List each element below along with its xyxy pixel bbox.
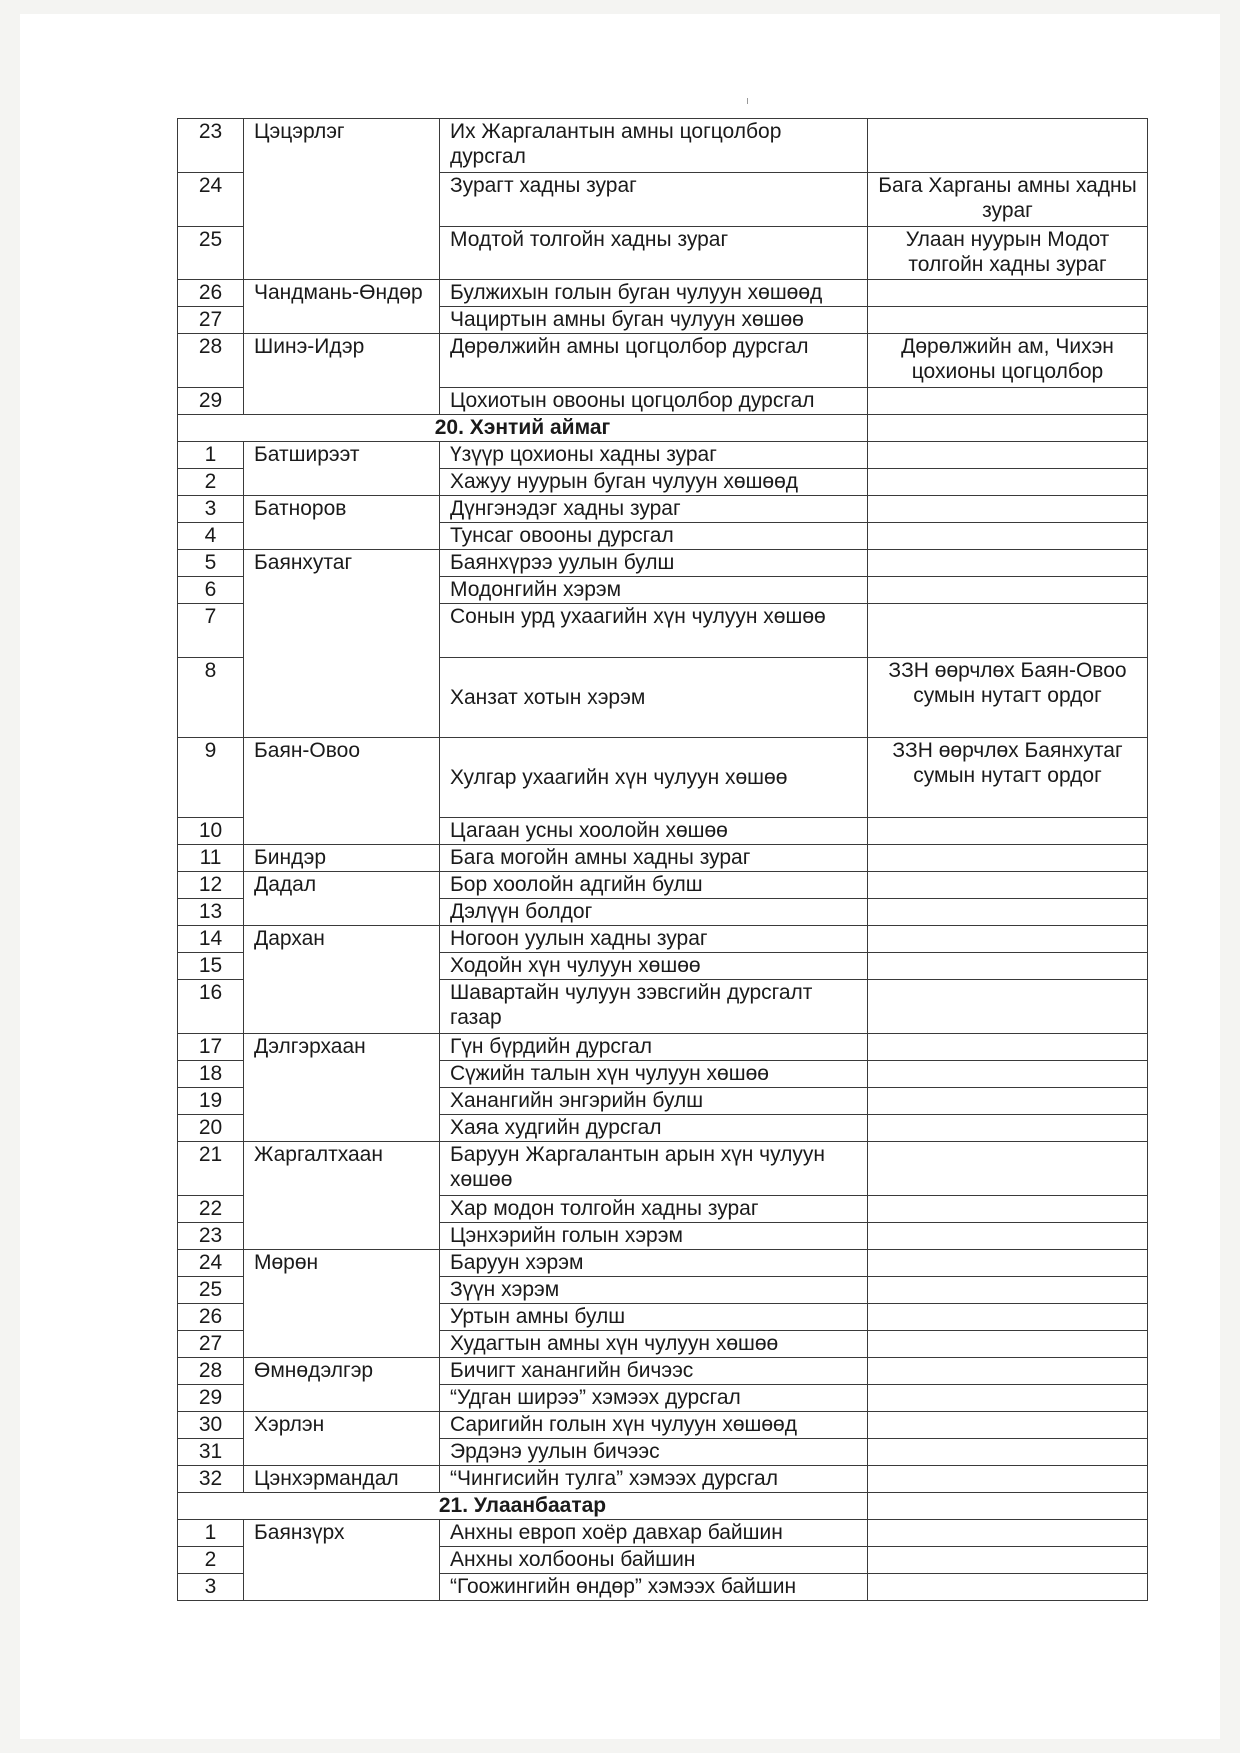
row-number: 2: [178, 469, 244, 496]
note: [868, 1574, 1148, 1601]
note: [868, 845, 1148, 872]
note: [868, 469, 1148, 496]
row-number: 28: [178, 1358, 244, 1385]
monument-name: Саригийн голын хүн чулуун хөшөөд: [440, 1412, 868, 1439]
row-number: 10: [178, 818, 244, 845]
note: [868, 307, 1148, 334]
monument-name: “Удган ширээ” хэмээх дурсгал: [440, 1385, 868, 1412]
sum-name: Баянхутаг: [244, 550, 440, 738]
row-number: 26: [178, 1304, 244, 1331]
note: [868, 953, 1148, 980]
note: [868, 442, 1148, 469]
scan-mark: [747, 98, 748, 104]
monument-name: Ходойн хүн чулуун хөшөө: [440, 953, 868, 980]
note: [868, 1304, 1148, 1331]
row-number: 4: [178, 523, 244, 550]
row-number: 25: [178, 1277, 244, 1304]
row-number: 17: [178, 1034, 244, 1061]
note: [868, 604, 1148, 658]
row-number: 11: [178, 845, 244, 872]
note: [868, 1196, 1148, 1223]
monument-name: Зүүн хэрэм: [440, 1277, 868, 1304]
monument-name: Их Жаргалантын амны цогцолбор дурсгал: [440, 119, 868, 173]
row-number: 8: [178, 658, 244, 738]
sum-name: Баянзүрх: [244, 1520, 440, 1601]
section-header-row: [178, 1493, 1148, 1520]
monument-name: Хулгар ухаагийн хүн чулуун хөшөө: [440, 738, 868, 818]
table-row: [178, 1358, 1148, 1385]
row-number: 24: [178, 1250, 244, 1277]
monument-name: Ханангийн энгэрийн булш: [440, 1088, 868, 1115]
monument-name: Хар модон толгойн хадны зураг: [440, 1196, 868, 1223]
row-number: 7: [178, 604, 244, 658]
row-number: 16: [178, 980, 244, 1034]
monument-name: Гүн бүрдийн дурсгал: [440, 1034, 868, 1061]
monument-name: Чациртын амны буган чулуун хөшөө: [440, 307, 868, 334]
monument-name: Бичигт ханангийн бичээс: [440, 1358, 868, 1385]
monument-name: Модтой толгойн хадны зураг: [440, 227, 868, 280]
monument-name: Сонын урд ухаагийн хүн чулуун хөшөө: [440, 604, 868, 658]
monument-name: Эрдэнэ уулын бичээс: [440, 1439, 868, 1466]
table-row: [178, 845, 1148, 872]
row-number: 2: [178, 1547, 244, 1574]
monument-name: Худагтын амны хүн чулуун хөшөө: [440, 1331, 868, 1358]
note: [868, 980, 1148, 1034]
monument-name: Булжихын голын буган чулуун хөшөөд: [440, 280, 868, 307]
note: [868, 1385, 1148, 1412]
monument-name: Анхны холбооны байшин: [440, 1547, 868, 1574]
monument-name: Бага могойн амны хадны зураг: [440, 845, 868, 872]
sum-name: Жаргалтхаан: [244, 1142, 440, 1250]
row-number: 29: [178, 1385, 244, 1412]
note: [868, 550, 1148, 577]
row-number: 25: [178, 227, 244, 280]
table-row: [178, 872, 1148, 899]
row-number: 23: [178, 119, 244, 173]
row-number: 23: [178, 1223, 244, 1250]
note: [868, 926, 1148, 953]
row-number: 13: [178, 899, 244, 926]
sum-name: Чандмань-Өндөр: [244, 280, 440, 334]
monument-name: Дэлүүн болдог: [440, 899, 868, 926]
sum-name: Өмнөдэлгэр: [244, 1358, 440, 1412]
sum-name: Баян-Овоо: [244, 738, 440, 845]
sum-name: Цэцэрлэг: [244, 119, 440, 280]
row-number: 29: [178, 388, 244, 415]
table-row: [178, 1412, 1148, 1439]
table-row: [178, 119, 1148, 173]
monument-name: Дүнгэнэдэг хадны зураг: [440, 496, 868, 523]
monument-name: Зурагт хадны зураг: [440, 173, 868, 227]
table-row: [178, 926, 1148, 953]
monument-name: Тунсаг овооны дурсгал: [440, 523, 868, 550]
section-title: 20. Хэнтий аймаг: [178, 415, 868, 442]
note: [868, 1493, 1148, 1520]
row-number: 12: [178, 872, 244, 899]
monument-name: Хаяа худгийн дурсгал: [440, 1115, 868, 1142]
row-number: 6: [178, 577, 244, 604]
note: [868, 1142, 1148, 1196]
row-number: 3: [178, 1574, 244, 1601]
row-number: 3: [178, 496, 244, 523]
note: [868, 1520, 1148, 1547]
row-number: 28: [178, 334, 244, 388]
table-row: [178, 442, 1148, 469]
note: ЗЗН өөрчлөх Баян-Овоо сумын нутагт ордог: [868, 658, 1148, 738]
row-number: 18: [178, 1061, 244, 1088]
note: [868, 496, 1148, 523]
row-number: 20: [178, 1115, 244, 1142]
sum-name: Батширээт: [244, 442, 440, 496]
row-number: 30: [178, 1412, 244, 1439]
monument-name: Цохиотын овооны цогцолбор дурсгал: [440, 388, 868, 415]
monument-name: Бор хоолойн адгийн булш: [440, 872, 868, 899]
note: [868, 1034, 1148, 1061]
table-row: [178, 334, 1148, 388]
note: [868, 899, 1148, 926]
note: [868, 1439, 1148, 1466]
monument-name: Баруун хэрэм: [440, 1250, 868, 1277]
note: [868, 1115, 1148, 1142]
monument-name: Дөрөлжийн амны цогцолбор дурсгал: [440, 334, 868, 388]
note: [868, 1277, 1148, 1304]
note: [868, 1250, 1148, 1277]
table-row: [178, 1250, 1148, 1277]
note: [868, 1466, 1148, 1493]
sum-name: Дадал: [244, 872, 440, 926]
table-row: [178, 1034, 1148, 1061]
note: [868, 872, 1148, 899]
note: ЗЗН өөрчлөх Баянхутаг сумын нутагт ордог: [868, 738, 1148, 818]
monument-name: Шавартайн чулуун зэвсгийн дурсгалт газар: [440, 980, 868, 1034]
monument-name: Хажуу нуурын буган чулуун хөшөөд: [440, 469, 868, 496]
note: [868, 523, 1148, 550]
note: [868, 388, 1148, 415]
monument-name: Ханзат хотын хэрэм: [440, 658, 868, 738]
note: [868, 1331, 1148, 1358]
sum-name: Цэнхэрмандал: [244, 1466, 440, 1493]
table-row: [178, 1466, 1148, 1493]
note: [868, 280, 1148, 307]
monument-name: Цагаан усны хоолойн хөшөө: [440, 818, 868, 845]
monument-name: Анхны европ хоёр давхар байшин: [440, 1520, 868, 1547]
table-row: [178, 550, 1148, 577]
note: [868, 1088, 1148, 1115]
row-number: 5: [178, 550, 244, 577]
row-number: 15: [178, 953, 244, 980]
section-header-row: [178, 415, 1148, 442]
monument-name: Цэнхэрийн голын хэрэм: [440, 1223, 868, 1250]
row-number: 24: [178, 173, 244, 227]
monuments-table: [177, 118, 1148, 1601]
table-row: [178, 280, 1148, 307]
note: [868, 1412, 1148, 1439]
monument-name: Баруун Жаргалантын арын хүн чулуун хөшөө: [440, 1142, 868, 1196]
monument-name: Баянхүрээ уулын булш: [440, 550, 868, 577]
row-number: 26: [178, 280, 244, 307]
row-number: 1: [178, 442, 244, 469]
monument-name: Ногоон уулын хадны зураг: [440, 926, 868, 953]
monument-name: Модонгийн хэрэм: [440, 577, 868, 604]
sum-name: Батноров: [244, 496, 440, 550]
table-row: [178, 1520, 1148, 1547]
section-title: 21. Улаанбаатар: [178, 1493, 868, 1520]
table-row: [178, 496, 1148, 523]
sum-name: Шинэ-Идэр: [244, 334, 440, 415]
table-row: [178, 738, 1148, 818]
note: [868, 577, 1148, 604]
sum-name: Дэлгэрхаан: [244, 1034, 440, 1142]
monument-name: “Чингисийн тулга” хэмээх дурсгал: [440, 1466, 868, 1493]
note: [868, 818, 1148, 845]
row-number: 32: [178, 1466, 244, 1493]
row-number: 19: [178, 1088, 244, 1115]
note: [868, 415, 1148, 442]
row-number: 31: [178, 1439, 244, 1466]
note: [868, 119, 1148, 173]
note: Бага Харганы амны хадны зураг: [868, 173, 1148, 227]
note: [868, 1547, 1148, 1574]
note: Дөрөлжийн ам, Чихэн цохионы цогцолбор: [868, 334, 1148, 388]
note: [868, 1358, 1148, 1385]
sum-name: Мөрөн: [244, 1250, 440, 1358]
monument-name: Үзүүр цохионы хадны зураг: [440, 442, 868, 469]
note: [868, 1061, 1148, 1088]
sum-name: Дархан: [244, 926, 440, 1034]
monument-name: Сүжийн талын хүн чулуун хөшөө: [440, 1061, 868, 1088]
row-number: 27: [178, 1331, 244, 1358]
row-number: 1: [178, 1520, 244, 1547]
sum-name: Биндэр: [244, 845, 440, 872]
row-number: 14: [178, 926, 244, 953]
table-row: [178, 1142, 1148, 1196]
row-number: 21: [178, 1142, 244, 1196]
monument-name: “Гоожингийн өндөр” хэмээх байшин: [440, 1574, 868, 1601]
note: [868, 1223, 1148, 1250]
monument-name: Уртын амны булш: [440, 1304, 868, 1331]
row-number: 9: [178, 738, 244, 818]
sum-name: Хэрлэн: [244, 1412, 440, 1466]
row-number: 22: [178, 1196, 244, 1223]
row-number: 27: [178, 307, 244, 334]
note: Улаан нуурын Модот толгойн хадны зураг: [868, 227, 1148, 280]
